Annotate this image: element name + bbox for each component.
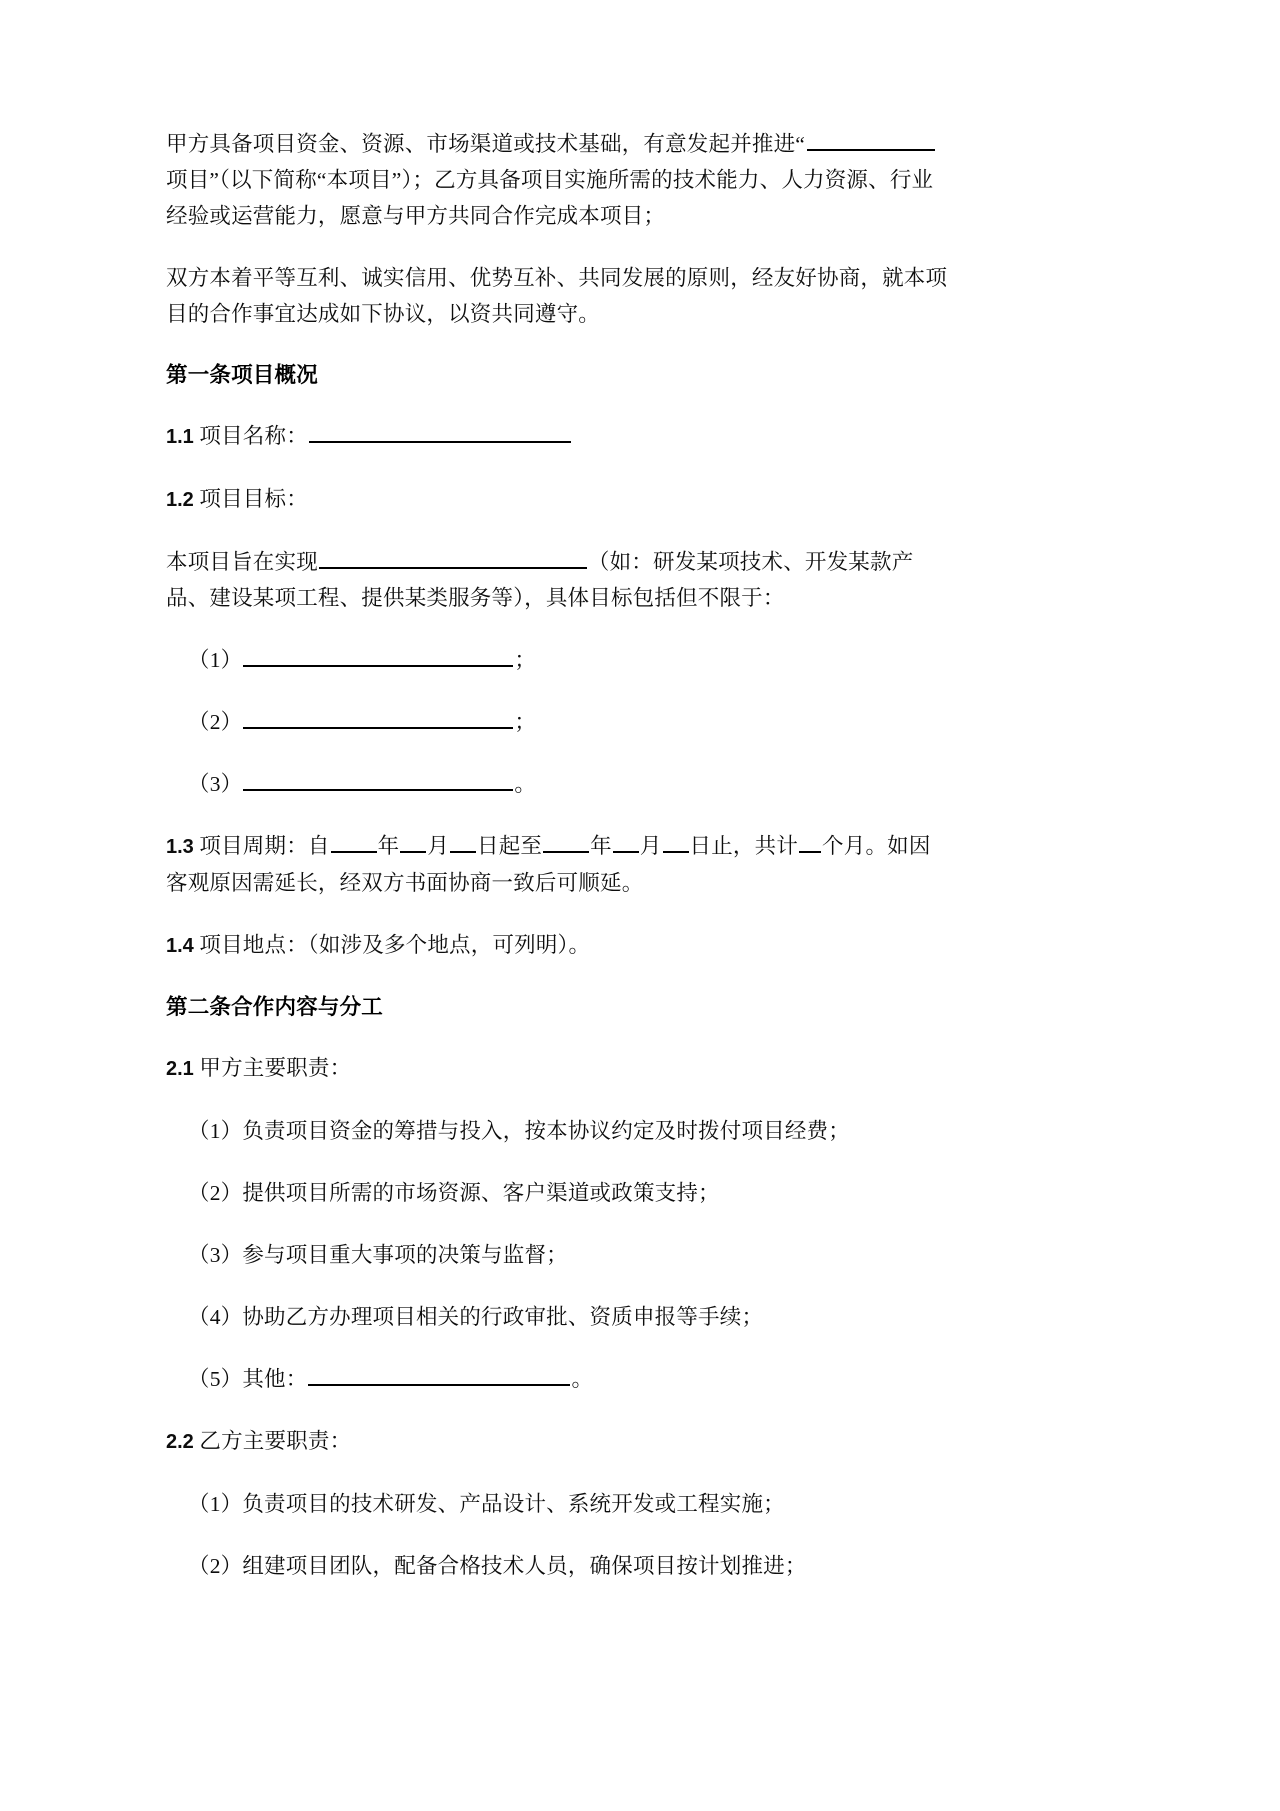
party-a-duty-2: （2）提供项目所需的市场资源、客户渠道或政策支持； bbox=[188, 1181, 720, 1205]
goal-item-1 bbox=[166, 642, 948, 678]
goal-item-3-tail: 。 bbox=[514, 772, 537, 796]
preamble-paragraph-2: 双方本着平等互利、诚实信用、优势互补、共同发展的原则，经友好协商，就本项目的合作事宜达成如下协议，以资共同遵守。 bbox=[166, 266, 948, 326]
clause-1-3 bbox=[166, 828, 948, 901]
party-a-duty-5-tail: 。 bbox=[571, 1367, 594, 1391]
clause-1-4 bbox=[166, 927, 948, 964]
party-a-duty-5 bbox=[166, 1361, 948, 1397]
goal-item-1-marker: （1） bbox=[188, 648, 243, 672]
period-seg2: 年 bbox=[377, 834, 400, 858]
party-b-duty-1: （1）负责项目的技术研发、产品设计、系统开发或工程实施； bbox=[188, 1492, 785, 1516]
article-2-heading: 第二条合作内容与分工 bbox=[166, 995, 384, 1019]
preamble-p1-part2: 项目”（以下简称“本项目”）；乙方具备项目实施所需的技术能力、人力资源、行业经验或运营能力，愿意与甲方共同合作完成本项目； bbox=[166, 168, 934, 228]
start-year-blank[interactable] bbox=[331, 831, 377, 853]
period-seg7: 日止，共计 bbox=[689, 834, 799, 858]
goal-item-2 bbox=[166, 704, 948, 740]
clause-2-2 bbox=[166, 1423, 948, 1460]
goal-item-1-tail: ； bbox=[514, 648, 537, 672]
document-body bbox=[166, 126, 948, 1610]
clause-1-2 bbox=[166, 481, 948, 518]
article-1-heading: 第一条项目概况 bbox=[166, 363, 318, 387]
start-day-blank[interactable] bbox=[450, 831, 476, 853]
end-day-blank[interactable] bbox=[663, 831, 689, 853]
end-month-blank[interactable] bbox=[613, 831, 639, 853]
goal-item-2-blank[interactable] bbox=[243, 707, 513, 729]
party-b-duty-2: （2）组建项目团队，配备合格技术人员，确保项目按计划推进； bbox=[188, 1554, 807, 1578]
goal-item-2-tail: ； bbox=[514, 710, 537, 734]
goal-item-3-blank[interactable] bbox=[243, 769, 513, 791]
project-name-blank[interactable] bbox=[309, 421, 571, 443]
start-month-blank[interactable] bbox=[400, 831, 426, 853]
goal-item-2-marker: （2） bbox=[188, 710, 243, 734]
clause-2-2-label: 乙方主要职责： bbox=[199, 1429, 352, 1453]
clause-1-2-label: 项目目标： bbox=[199, 487, 308, 511]
period-seg6: 月 bbox=[639, 834, 662, 858]
project-name-inline-blank[interactable] bbox=[807, 129, 935, 151]
period-seg3: 月 bbox=[427, 834, 450, 858]
goal-intro-part2: （如：研发某项技术、开发某款产品、建设某项工程、提供某类服务等），具体目标包括但不限于： bbox=[166, 550, 914, 610]
clause-2-1-number: 2.1 bbox=[166, 1058, 194, 1080]
clause-2-1-label: 甲方主要职责： bbox=[199, 1056, 352, 1080]
end-year-blank[interactable] bbox=[543, 831, 589, 853]
total-months-blank[interactable] bbox=[799, 831, 821, 853]
goal-item-3 bbox=[166, 766, 948, 802]
clause-1-1-number: 1.1 bbox=[166, 426, 194, 448]
clause-1-3-number: 1.3 bbox=[166, 836, 194, 858]
clause-1-2-number: 1.2 bbox=[166, 489, 194, 511]
party-a-duty-other-blank[interactable] bbox=[308, 1364, 570, 1386]
clause-2-2-number: 2.2 bbox=[166, 1431, 194, 1453]
clause-2-1 bbox=[166, 1050, 948, 1087]
project-goal-intro bbox=[166, 544, 948, 616]
period-seg8: 个月。如因客观原因需延长，经双方书面协商一致后可顺延。 bbox=[166, 834, 931, 895]
project-goal-blank[interactable] bbox=[319, 547, 587, 569]
period-seg1: 自 bbox=[307, 834, 330, 858]
preamble-p1-part1: 甲方具备项目资金、资源、市场渠道或技术基础，有意发起并推进“ bbox=[166, 132, 806, 156]
clause-1-4-text: 项目地点：（如涉及多个地点，可列明）。 bbox=[199, 933, 591, 957]
period-seg5: 年 bbox=[590, 834, 612, 858]
period-seg4: 日起至 bbox=[477, 834, 543, 858]
party-a-duty-1: （1）负责项目资金的筹措与投入，按本协议约定及时拨付项目经费； bbox=[188, 1119, 850, 1143]
goal-item-3-marker: （3） bbox=[188, 772, 243, 796]
goal-intro-part1: 本项目旨在实现 bbox=[166, 550, 318, 574]
clause-1-1 bbox=[166, 418, 948, 455]
clause-1-3-label: 项目周期： bbox=[199, 834, 308, 858]
party-a-duty-3: （3）参与项目重大事项的决策与监督； bbox=[188, 1243, 568, 1267]
clause-1-1-label: 项目名称： bbox=[199, 424, 308, 448]
preamble-paragraph-1 bbox=[166, 126, 948, 234]
clause-1-4-number: 1.4 bbox=[166, 935, 194, 957]
party-a-duty-4: （4）协助乙方办理项目相关的行政审批、资质申报等手续； bbox=[188, 1305, 764, 1329]
party-a-duty-5-marker: （5）其他： bbox=[188, 1367, 308, 1391]
goal-item-1-blank[interactable] bbox=[243, 645, 513, 667]
